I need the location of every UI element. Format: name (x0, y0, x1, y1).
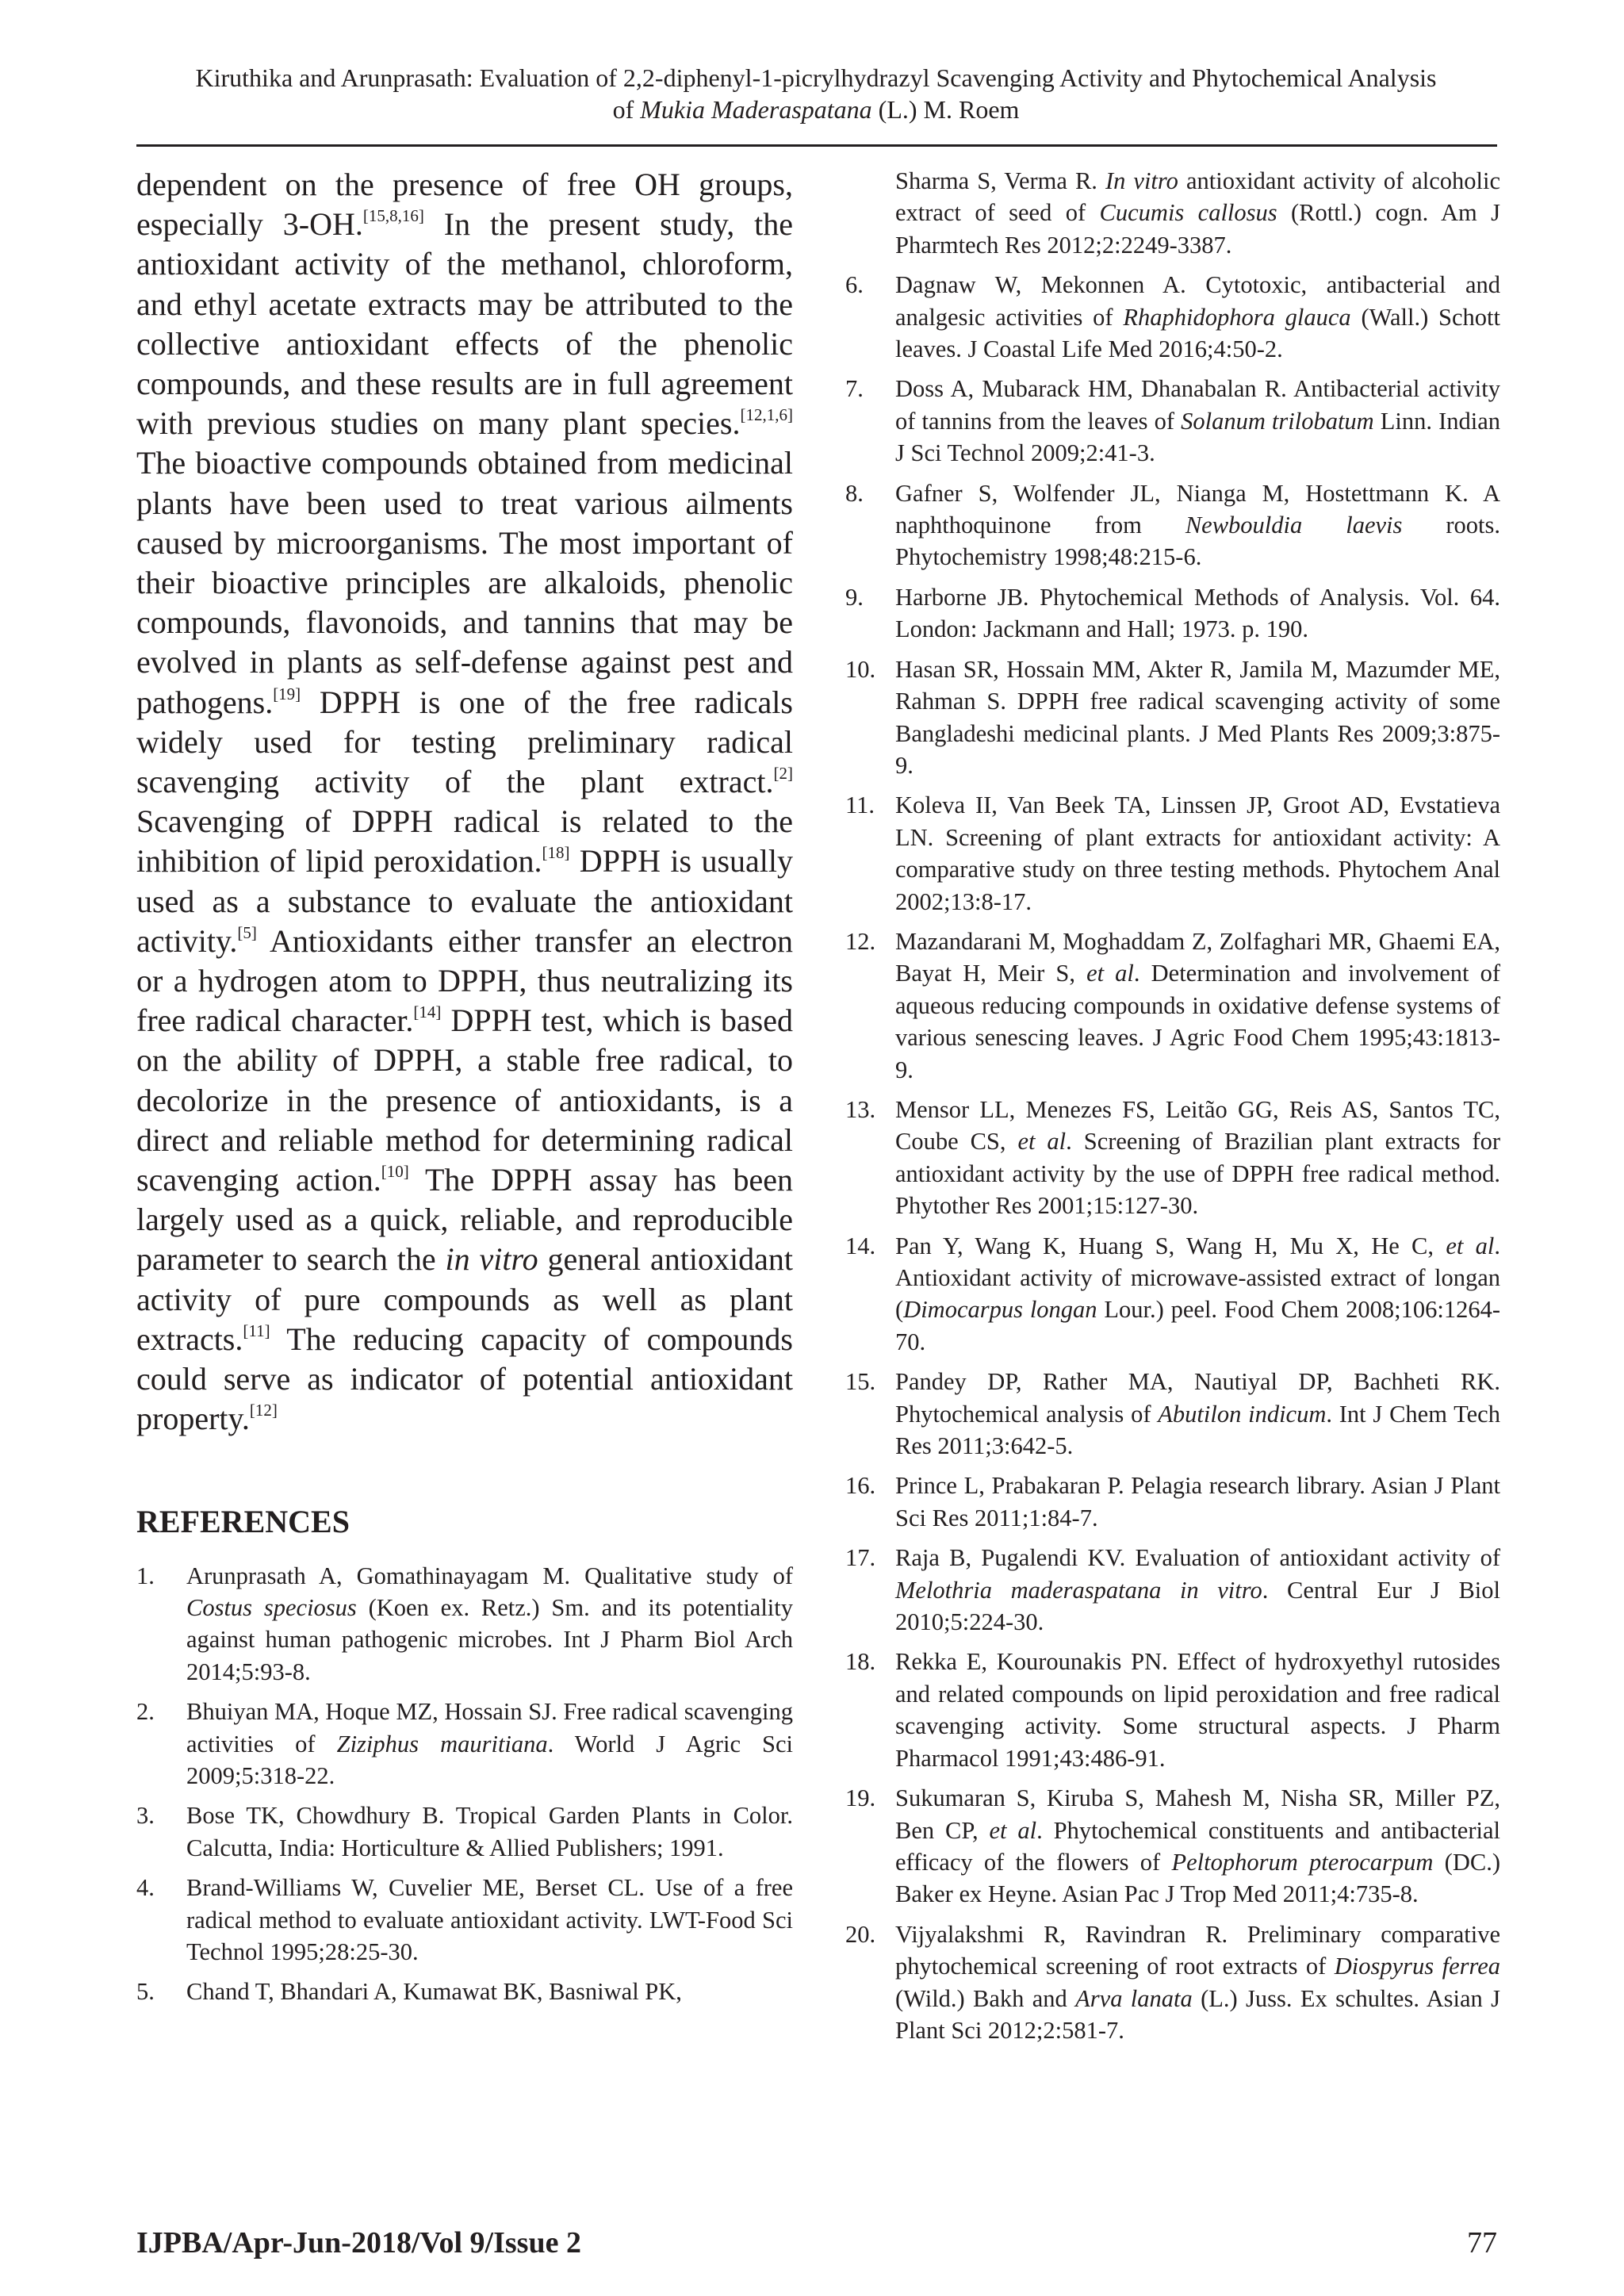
reference-item: 16. Prince L, Prabakaran P. Pelagia research library. Asian J Plant Sci Res 2011;1:84-7. (845, 1472, 1500, 1531)
reference-item: 19. Sukumaran S, Kiruba S, Mahesh M, Nisha SR, Miller PZ, Ben CP, et al. Phytochemical constituents and antibacterial efficacy of the flowers of Peltophorum pterocarpum (DC.) Baker ex Heyne. Asian Pac J Trop Med 2011;4:735-8. (845, 1784, 1500, 1908)
page-number: 77 (1467, 2226, 1497, 2260)
right-column (845, 165, 1500, 2054)
reference-item: 13. Mensor LL, Menezes FS, Leitão GG, Reis AS, Santos TC, Coube CS, et al. Screening of Brazilian plant extracts for antioxidant activity by the use of DPPH free radical method. Phytother Res 2001;15:127-30. (845, 1095, 1500, 1220)
left-column (136, 165, 793, 2016)
reference-item-continuation: Sharma S, Verma R. In vitro antioxidant activity of alcoholic extract of seed of Cucumis callosus (Rottl.) cogn. Am J Pharmtech Res 2012;2:2249-3387. (895, 167, 1500, 259)
footer-journal-info: IJPBA/Apr-Jun-2018/Vol 9/Issue 2 (136, 2226, 581, 2260)
reference-item: 3. Bose TK, Chowdhury B. Tropical Garden Plants in Color. Calcutta, India: Horticulture & Allied Publishers; 1991. (136, 1802, 793, 1861)
running-header-line2: of Mukia Maderaspatana (L.) M. Roem (612, 95, 1020, 124)
running-header (135, 62, 1497, 125)
reference-item: 10. Hasan SR, Hossain MM, Akter R, Jamila M, Mazumder ME, Rahman S. DPPH free radical scavenging activity of some Bangladeshi medicinal plants. J Med Plants Res 2009;3:875-9. (845, 655, 1500, 779)
reference-item: 1. Arunprasath A, Gomathinayagam M. Qualitative study of Costus speciosus (Koen ex. Retz.) Sm. and its potentiality against human pathogenic microbes. Int J Pharm Biol Arch 2014;5:93-8. (136, 1562, 793, 1685)
citation: [10] (381, 1162, 409, 1182)
reference-item: 18. Rekka E, Kourounakis PN. Effect of hydroxyethyl rutosides and related compounds on lipid peroxidation and free radical scavenging activity. Some structural aspects. J Pharm Pharmacol 1991;43:486-91. (845, 1648, 1500, 1772)
citation: [12] (249, 1401, 278, 1420)
citation: [12,1,6] (740, 405, 793, 425)
reference-item: 12. Mazandarani M, Moghaddam Z, Zolfaghari MR, Ghaemi EA, Bayat H, Meir S, et al. Determination and involvement of aqueous reducing compounds in oxidative defense systems of various senescing leaves. J Agric Food Chem 1995;43:1813-9. (845, 927, 1500, 1083)
reference-item: 20. Vijyalakshmi R, Ravindran R. Preliminary comparative phytochemical screening of root extracts of Diospyrus ferrea (Wild.) Bakh and Arva lanata (L.) Juss. Ex schultes. Asian J Plant Sci 2012;2:581-7. (845, 1920, 1500, 2044)
reference-item: 8. Gafner S, Wolfender JL, Nianga M, Hostettmann K. A naphthoquinone from Newbouldia laevis roots. Phytochemistry 1998;48:215-6. (845, 479, 1500, 571)
reference-item: 6. Dagnaw W, Mekonnen A. Cytotoxic, antibacterial and analgesic activities of Rhaphidophora glauca (Wall.) Schott leaves. J Coastal Life Med 2016;4:50-2. (845, 271, 1500, 363)
reference-item: 9. Harborne JB. Phytochemical Methods of Analysis. Vol. 64. London: Jackmann and Hall; 1973. p. 190. (845, 583, 1500, 643)
reference-item: 4. Brand-Williams W, Cuvelier ME, Berset CL. Use of a free radical method to evaluate antioxidant activity. LWT-Food Sci Technol 1995;28:25-30. (136, 1874, 793, 1965)
references-heading: REFERENCES (136, 1503, 350, 1539)
running-header-line1: Kiruthika and Arunprasath: Evaluation of 2,2-diphenyl-1-picrylhydrazyl Scavenging Activity and Phytochemical Analysis (195, 63, 1437, 92)
reference-item: 17. Raja B, Pugalendi KV. Evaluation of antioxidant activity of Melothria maderaspatana in vitro. Central Eur J Biol 2010;5:224-30. (845, 1544, 1500, 1636)
citation: [5] (237, 922, 257, 942)
reference-item: 7. Doss A, Mubarack HM, Dhanabalan R. Antibacterial activity of tannins from the leaves of Solanum trilobatum Linn. Indian J Sci Technol 2009;2:41-3. (845, 375, 1501, 467)
citation: [14] (413, 1002, 442, 1022)
citation: [15,8,16] (362, 206, 424, 226)
citation: [11] (243, 1320, 270, 1340)
citation: [19] (273, 684, 301, 703)
reference-item: 11. Koleva II, Van Beek TA, Linssen JP, Groot AD, Evstatieva LN. Screening of plant extracts for antioxidant activity: A comparative study on three testing methods. Phytochem Anal 2002;13:8-17. (845, 792, 1500, 915)
reference-item: 15. Pandey DP, Rather MA, Nautiyal DP, Bachheti RK. Phytochemical analysis of Abutilon indicum. Int J Chem Tech Res 2011;3:642-5. (845, 1368, 1500, 1460)
citation: [18] (542, 843, 570, 863)
header-rule (136, 144, 1497, 147)
body-paragraph: dependent on the presence of free OH groups, especially 3-OH.[15,8,16] In the present study, the antioxidant activity of the methanol, chloroform, and ethyl acetate extracts may be attributed to the collective antioxidant effects of the phenolic compounds, and these results are in full agreement with previous studies on many plant species.[12,1,6] The bioactive compounds obtained from medicinal plants have been used to treat various ailments caused by microorganisms. The most important of their bioactive principles are alkaloids, phenolic compounds, flavonoids, and tannins that may be evolved in plants as self-defense against pest and pathogens.[19] DPPH is one of the free radicals widely used for testing preliminary radical scavenging activity of the plant extract.[2] Scavenging of DPPH radical is related to the inhibition of lipid peroxidation.[18] DPPH is usually used as a substance to evaluate the antioxidant activity.[5] Antioxidants either transfer an electron or a hydrogen atom to DPPH, thus neutralizing its free radical character.[14] DPPH test, which is based on the ability of DPPH, a stable free radical, to decolorize in the presence of antioxidants, is a direct and reliable method for determining radical scavenging action.[10] The DPPH assay has been largely used as a quick, reliable, and reproducible parameter to search the in vitro general antioxidant activity of pure compounds as well as plant extracts.[11] The reducing capacity of compounds could serve as indicator of potential antioxidant property.[12] (136, 167, 794, 1437)
reference-item: 5. Chand T, Bhandari A, Kumawat BK, Basniwal PK, (136, 1978, 682, 2006)
reference-item: 14. Pan Y, Wang K, Huang S, Wang H, Mu X, He C, et al. Antioxidant activity of microwave-assisted extract of longan (Dimocarpus longan Lour.) peel. Food Chem 2008;106:1264-70. (845, 1232, 1500, 1355)
citation: [2] (773, 764, 793, 784)
reference-item: 2. Bhuiyan MA, Hoque MZ, Hossain SJ. Free radical scavenging activities of Ziziphus mauritiana. World J Agric Sci 2009;5:318-22. (136, 1698, 794, 1789)
